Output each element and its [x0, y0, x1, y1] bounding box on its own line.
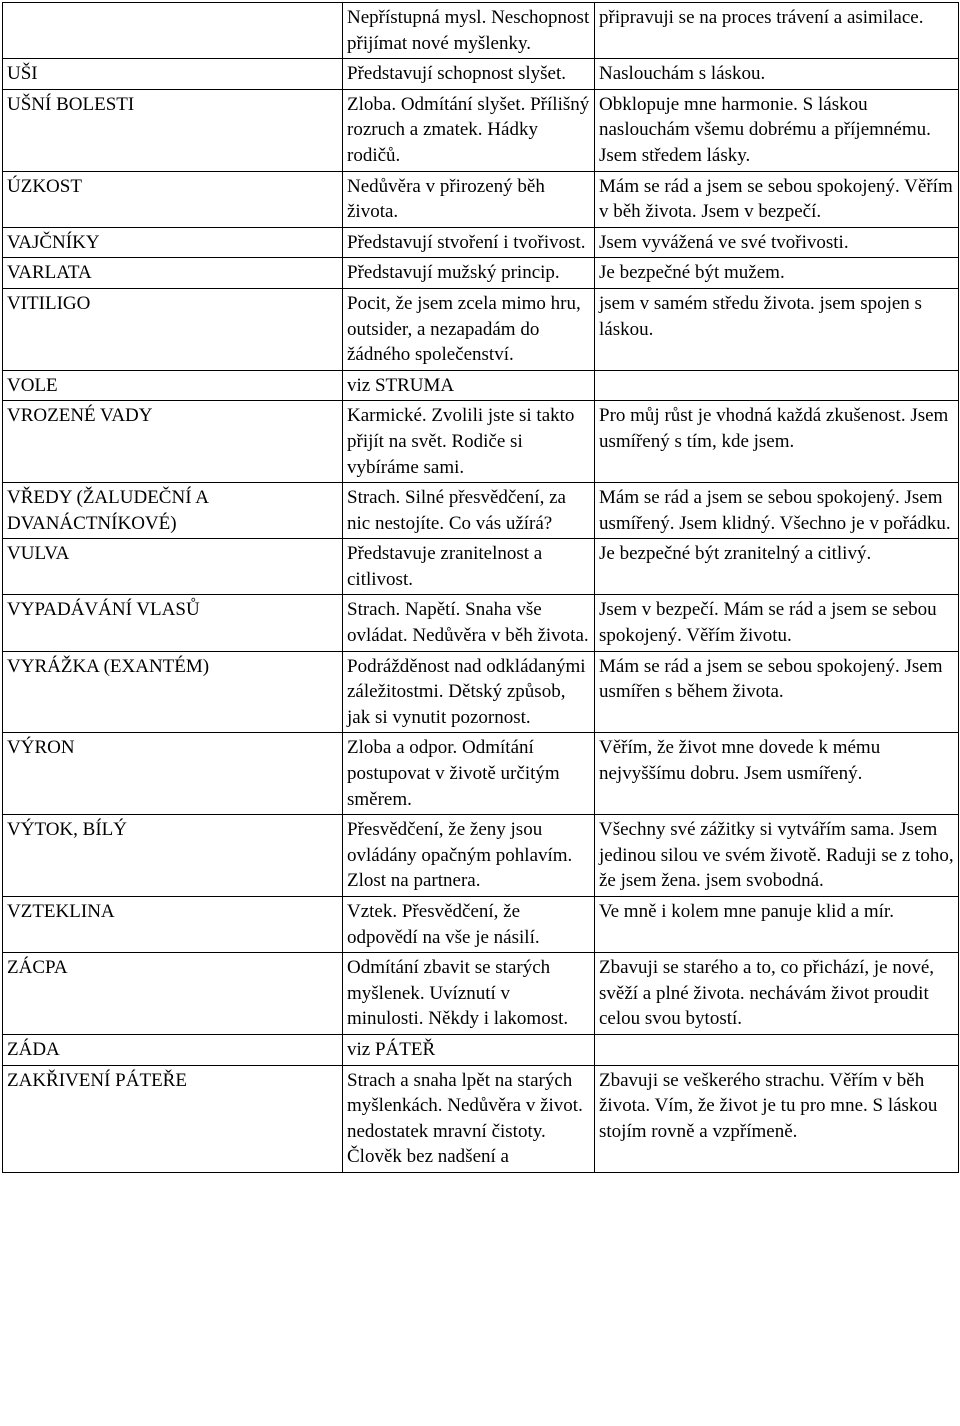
condition-cell: ZÁDA	[3, 1034, 343, 1065]
affirmation-cell: Všechny své zážitky si vytvářím sama. Jsem jedinou silou ve svém životě. Raduji se z toho, že jsem žena. jsem svobodná.	[595, 815, 959, 897]
cause-cell: Zloba. Odmítání slyšet. Přílišný rozruch a zmatek. Hádky rodičů.	[343, 89, 595, 171]
affirmation-cell: připravuji se na proces trávení a asimilace.	[595, 3, 959, 59]
cause-cell: Nepřístupná mysl. Neschopnost přijímat nové myšlenky.	[343, 3, 595, 59]
cause-cell: viz STRUMA	[343, 370, 595, 401]
affirmation-cell: Obklopuje mne harmonie. S láskou naslouchám všemu dobrému a příjemnému. Jsem středem lásky.	[595, 89, 959, 171]
condition-cell: VROZENÉ VADY	[3, 401, 343, 483]
condition-cell: VOLE	[3, 370, 343, 401]
cause-cell: Představují schopnost slyšet.	[343, 59, 595, 90]
table-row	[3, 733, 959, 815]
affirmation-cell: Mám se rád a jsem se sebou spokojený. Jsem usmířený. Jsem klidný. Všechno je v pořádku.	[595, 483, 959, 539]
table-row	[3, 815, 959, 897]
table-row	[3, 89, 959, 171]
cause-cell: Strach a snaha lpět na starých myšlenkách. Nedůvěra v život. nedostatek mravní čistoty. Člověk bez nadšení a	[343, 1065, 595, 1172]
table-row	[3, 539, 959, 595]
cause-cell: Přesvědčení, že ženy jsou ovládány opačným pohlavím. Zlost na partnera.	[343, 815, 595, 897]
affirmation-cell: Je bezpečné být zranitelný a citlivý.	[595, 539, 959, 595]
affirmation-cell: Pro můj růst je vhodná každá zkušenost. Jsem usmířený s tím, kde jsem.	[595, 401, 959, 483]
table-row	[3, 1065, 959, 1172]
cause-cell: Nedůvěra v přirozený běh života.	[343, 171, 595, 227]
condition-cell: VITILIGO	[3, 288, 343, 370]
condition-cell: UŠNÍ BOLESTI	[3, 89, 343, 171]
conditions-table-body	[3, 3, 959, 1173]
condition-cell: VAJČNÍKY	[3, 227, 343, 258]
cause-cell: Strach. Silné přesvědčení, za nic nestojíte. Co vás užírá?	[343, 483, 595, 539]
condition-cell: VÝRON	[3, 733, 343, 815]
table-row	[3, 897, 959, 953]
table-row	[3, 227, 959, 258]
cause-cell: Představuje zranitelnost a citlivost.	[343, 539, 595, 595]
condition-cell: UŠI	[3, 59, 343, 90]
affirmation-cell: Jsem vyvážená ve své tvořivosti.	[595, 227, 959, 258]
condition-cell: ZÁCPA	[3, 953, 343, 1035]
affirmation-cell	[595, 370, 959, 401]
table-row	[3, 401, 959, 483]
table-row	[3, 3, 959, 59]
affirmation-cell: Zbavuji se veškerého strachu. Věřím v běh života. Vím, že život je tu pro mne. S láskou stojím rovně a vzpřímeně.	[595, 1065, 959, 1172]
conditions-table	[2, 2, 959, 1173]
condition-cell: VYPADÁVÁNÍ VLASŮ	[3, 595, 343, 651]
table-row	[3, 651, 959, 733]
affirmation-cell: Je bezpečné být mužem.	[595, 258, 959, 289]
affirmation-cell: Ve mně i kolem mne panuje klid a mír.	[595, 897, 959, 953]
affirmation-cell: Zbavuji se starého a to, co přichází, je nové, svěží a plné života. nechávám život proudit celou svou bytostí.	[595, 953, 959, 1035]
condition-cell	[3, 3, 343, 59]
affirmation-cell: Mám se rád a jsem se sebou spokojený. Věřím v běh života. Jsem v bezpečí.	[595, 171, 959, 227]
table-row	[3, 1034, 959, 1065]
table-row	[3, 595, 959, 651]
cause-cell: Pocit, že jsem zcela mimo hru, outsider, a nezapadám do žádného společenství.	[343, 288, 595, 370]
table-row	[3, 288, 959, 370]
cause-cell: Představují stvoření i tvořivost.	[343, 227, 595, 258]
condition-cell: ÚZKOST	[3, 171, 343, 227]
table-row	[3, 59, 959, 90]
condition-cell: VZTEKLINA	[3, 897, 343, 953]
affirmation-cell: Věřím, že život mne dovede k mému nejvyššímu dobru. Jsem usmířený.	[595, 733, 959, 815]
affirmation-cell: Mám se rád a jsem se sebou spokojený. Jsem usmířen s během života.	[595, 651, 959, 733]
table-row	[3, 953, 959, 1035]
table-row	[3, 370, 959, 401]
table-row	[3, 483, 959, 539]
cause-cell: Strach. Napětí. Snaha vše ovládat. Nedůvěra v běh života.	[343, 595, 595, 651]
condition-cell: VULVA	[3, 539, 343, 595]
condition-cell: VÝTOK, BÍLÝ	[3, 815, 343, 897]
cause-cell: Zloba a odpor. Odmítání postupovat v životě určitým směrem.	[343, 733, 595, 815]
table-row	[3, 171, 959, 227]
cause-cell: Odmítání zbavit se starých myšlenek. Uvíznutí v minulosti. Někdy i lakomost.	[343, 953, 595, 1035]
condition-cell: ZAKŘIVENÍ PÁTEŘE	[3, 1065, 343, 1172]
affirmation-cell	[595, 1034, 959, 1065]
cause-cell: Představují mužský princip.	[343, 258, 595, 289]
affirmation-cell: jsem v samém středu života. jsem spojen s láskou.	[595, 288, 959, 370]
affirmation-cell: Naslouchám s láskou.	[595, 59, 959, 90]
table-row	[3, 258, 959, 289]
cause-cell: Karmické. Zvolili jste si takto přijít na svět. Rodiče si vybíráme sami.	[343, 401, 595, 483]
condition-cell: VYRÁŽKA (EXANTÉM)	[3, 651, 343, 733]
condition-cell: VŘEDY (ŽALUDEČNÍ A DVANÁCTNÍKOVÉ)	[3, 483, 343, 539]
affirmation-cell: Jsem v bezpečí. Mám se rád a jsem se sebou spokojený. Věřím životu.	[595, 595, 959, 651]
cause-cell: viz PÁTEŘ	[343, 1034, 595, 1065]
cause-cell: Podrážděnost nad odkládanými záležitostmi. Dětský způsob, jak si vynutit pozornost.	[343, 651, 595, 733]
cause-cell: Vztek. Přesvědčení, že odpovědí na vše je násilí.	[343, 897, 595, 953]
condition-cell: VARLATA	[3, 258, 343, 289]
